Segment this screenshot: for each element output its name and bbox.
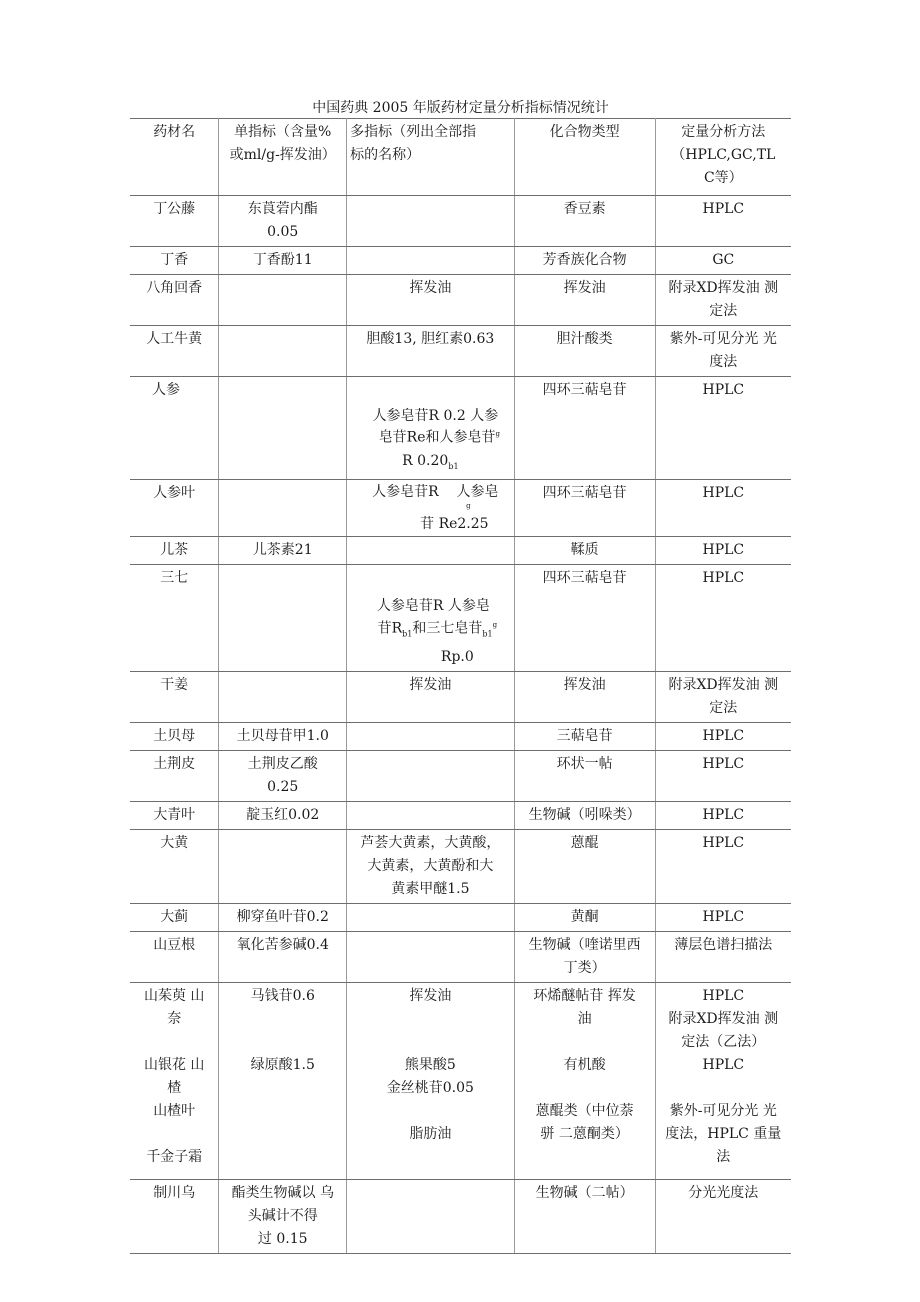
- analysis-method: 附录XD挥发油 测 定法: [655, 671, 791, 722]
- multi-index: [347, 903, 515, 931]
- single-index: [219, 326, 347, 377]
- herb-name: 山豆根: [130, 931, 219, 982]
- herb-name: 大黄: [130, 829, 219, 903]
- analysis-method: HPLC: [655, 903, 791, 931]
- herb-name: 八角回香: [130, 275, 219, 326]
- analysis-method: GC: [655, 247, 791, 275]
- compound-type: 黄酮: [514, 903, 655, 931]
- single-index: 柳穿鱼叶苷0.2: [219, 903, 347, 931]
- multi-index: 胆酸13, 胆红素0.63: [347, 326, 515, 377]
- single-index: 丁香酚11: [219, 247, 347, 275]
- compound-type: 挥发油: [514, 671, 655, 722]
- table-row: [130, 377, 791, 480]
- single-index: [219, 565, 347, 671]
- herb-name: 人工牛黄: [130, 326, 219, 377]
- multi-index: [347, 750, 515, 801]
- multi-index-line-3: 苷 Re2.25: [420, 516, 489, 533]
- multi-index-sup: g: [492, 621, 498, 630]
- single-index: [219, 275, 347, 326]
- single-index: [219, 829, 347, 903]
- single-index: 土荆皮乙酸 0.25: [219, 750, 347, 801]
- analysis-method: HPLC: [655, 196, 791, 247]
- table-row: [130, 671, 791, 722]
- compound-type: 生物碱（吲哚类）: [514, 801, 655, 829]
- single-index: [219, 671, 347, 722]
- analysis-method: 分光光度法: [655, 1179, 791, 1253]
- multi-index: [347, 565, 515, 671]
- herb-name: 大蓟: [130, 903, 219, 931]
- header-single-index: 单指标（含量% 或ml/g-挥发油）: [219, 119, 347, 196]
- multi-index-sub: b1: [402, 629, 413, 639]
- document-title: 中国药典 2005 年版药材定量分析指标情况统计: [312, 100, 609, 116]
- compound-type: 鞣质: [514, 537, 655, 565]
- compound-type: 芳香族化合物: [514, 247, 655, 275]
- analysis-method: HPLC: [655, 750, 791, 801]
- header-herb-name: 药材名: [130, 119, 219, 196]
- analysis-method: HPLC: [655, 801, 791, 829]
- table-row: [130, 801, 791, 829]
- single-index: 酯类生物碱以 乌 头碱计不得 过 0.15: [219, 1179, 347, 1253]
- multi-index-line-2: 苷R: [377, 620, 403, 637]
- compound-type: 生物碱（喹诺里西 丁类）: [514, 931, 655, 982]
- table-row: [130, 196, 791, 247]
- table-row: [130, 750, 791, 801]
- quantitative-analysis-table: [130, 118, 791, 1254]
- table-row: [130, 1179, 791, 1253]
- single-index: 东莨菪内酯 0.05: [219, 196, 347, 247]
- compound-type: 环状一帖: [514, 750, 655, 801]
- compound-type: 蒽醌: [514, 829, 655, 903]
- analysis-method: 紫外-可见分光 光 度法: [655, 326, 791, 377]
- header-analysis-method: 定量分析方法 （HPLC,GC,TL C等）: [655, 119, 791, 196]
- table-row: [130, 275, 791, 326]
- multi-index-sup: g: [466, 502, 471, 511]
- table-row: [130, 903, 791, 931]
- herb-name: 三七: [130, 565, 219, 671]
- multi-index-line-1: 人参皂苷R 0.2 人参: [372, 408, 499, 424]
- single-index: 儿茶素21: [219, 537, 347, 565]
- header-compound-type: 化合物类型: [514, 119, 655, 196]
- compound-type: 香豆素: [514, 196, 655, 247]
- multi-index: [347, 1179, 515, 1253]
- multi-index-sup: g: [495, 430, 500, 438]
- analysis-method: 附录XD挥发油 测 定法: [655, 275, 791, 326]
- herb-name: 丁公藤: [130, 196, 219, 247]
- table-row: [130, 931, 791, 982]
- multi-index: 挥发油: [347, 671, 515, 722]
- herb-name: 制川乌: [130, 1179, 219, 1253]
- table-row: [130, 829, 791, 903]
- compound-type: 四环三萜皂苷: [514, 565, 655, 671]
- table-row: [130, 537, 791, 565]
- herb-name: 人参: [130, 377, 219, 480]
- analysis-method: HPLC: [655, 565, 791, 671]
- herb-name: 土荆皮: [130, 750, 219, 801]
- header-row: [130, 119, 791, 196]
- table-row: [130, 247, 791, 275]
- herb-name: 人参叶: [130, 480, 219, 537]
- multi-index-line-1: 人参皂苷R: [372, 484, 439, 501]
- single-index: [219, 377, 347, 480]
- single-index: 土贝母苷甲1.0: [219, 722, 347, 750]
- analysis-method: HPLC: [655, 829, 791, 903]
- multi-index: [347, 480, 515, 537]
- multi-index-sub: b1: [448, 461, 459, 471]
- analysis-method: 薄层色谱扫描法: [655, 931, 791, 982]
- analysis-method: HPLC: [655, 537, 791, 565]
- herb-name: 土贝母: [130, 722, 219, 750]
- multi-index: [347, 377, 515, 480]
- compound-type: 四环三萜皂苷: [514, 480, 655, 537]
- analysis-method: HPLC: [655, 480, 791, 537]
- single-index: [219, 480, 347, 537]
- multi-index-line-2: 皂苷Re和人参皂苷: [378, 429, 496, 446]
- compound-type: 三萜皂苷: [514, 722, 655, 750]
- single-index: 靛玉红0.02: [219, 801, 347, 829]
- multi-index-line-1: 人参皂苷R 人参皂: [376, 598, 490, 615]
- table-row: [130, 982, 791, 1179]
- herb-name: 儿茶: [130, 537, 219, 565]
- multi-index: [347, 247, 515, 275]
- herb-name: 干姜: [130, 671, 219, 722]
- table-row: [130, 480, 791, 537]
- herb-name: 大青叶: [130, 801, 219, 829]
- single-index: 氧化苦参碱0.4: [219, 931, 347, 982]
- table-row: [130, 326, 791, 377]
- multi-index: 挥发油 熊果酸5 金丝桃苷0.05 脂肪油: [347, 982, 515, 1179]
- compound-type: 生物碱（二帖）: [514, 1179, 655, 1253]
- header-multi-index: 多指标（列出全部指 标的名称）: [347, 119, 515, 196]
- table-row: [130, 722, 791, 750]
- multi-index-line-3: R 0.20: [402, 452, 449, 469]
- multi-index-line-3: Rp.0: [440, 648, 474, 665]
- compound-type: 胆汁酸类: [514, 326, 655, 377]
- multi-index: [347, 931, 515, 982]
- compound-type: 四环三萜皂苷: [514, 377, 655, 480]
- multi-index: [347, 801, 515, 829]
- multi-index: 芦荟大黄素，大黄酸， 大黄素，大黄酚和大 黄素甲醚1.5: [347, 829, 515, 903]
- multi-index: [347, 196, 515, 247]
- analysis-method: HPLC: [655, 377, 791, 480]
- multi-index-line-2: 人参皂: [456, 484, 499, 501]
- multi-index-sub-2: b1: [482, 629, 493, 639]
- compound-type: 环烯醚帖苷 挥发 油 有机酸 蒽醌类（中位萘 骈 二蒽酮类）: [514, 982, 655, 1179]
- multi-index: 挥发油: [347, 275, 515, 326]
- herb-name: 山茱萸 山 奈 山银花 山 楂 山楂叶 千金子霜: [130, 982, 219, 1179]
- analysis-method: HPLC: [655, 722, 791, 750]
- multi-index-line-2b: 和三七皂苷: [412, 620, 483, 637]
- single-index: 马钱苷0.6 绿原酸1.5: [219, 982, 347, 1179]
- herb-name: 丁香: [130, 247, 219, 275]
- analysis-method: HPLC 附录XD挥发油 测 定法（乙法） HPLC 紫外-可见分光 光 度法，HPLC 重量 法: [655, 982, 791, 1179]
- table-row: [130, 565, 791, 671]
- multi-index: [347, 537, 515, 565]
- multi-index: [347, 722, 515, 750]
- compound-type: 挥发油: [514, 275, 655, 326]
